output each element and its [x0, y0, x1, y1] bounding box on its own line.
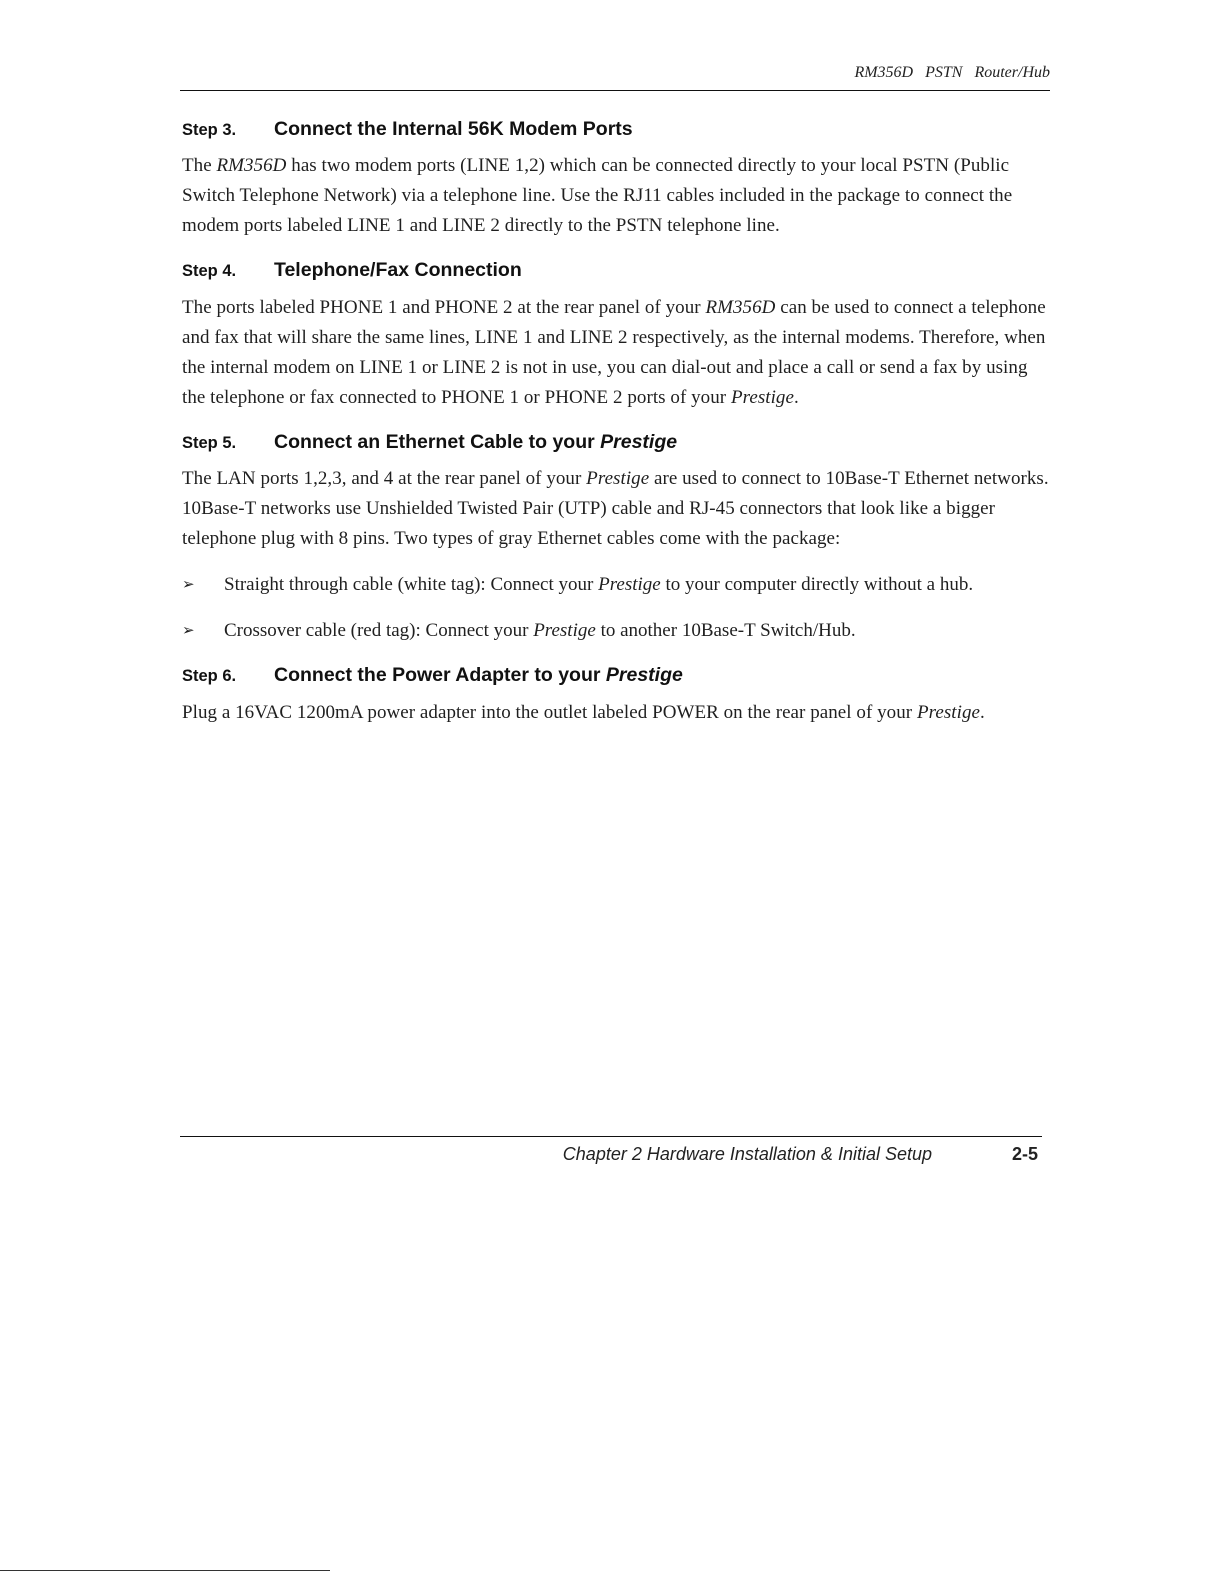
step-title: Connect the Internal 56K Modem Ports	[274, 118, 633, 140]
footer-rule	[180, 1136, 1042, 1137]
product-name-emphasis: Prestige	[598, 574, 661, 596]
step-title: Connect an Ethernet Cable to your	[274, 430, 601, 453]
product-name-emphasis: RM356D	[216, 155, 287, 177]
scan-edge-rule	[0, 1570, 330, 1571]
list-item-text: Crossover cable (red tag): Connect your Prestige to another 10Base-T Switch/Hub.	[224, 620, 856, 642]
product-name-emphasis: Prestige	[730, 386, 794, 408]
list-item-text: Straight through cable (white tag): Connect your Prestige to your computer directly without a hub.	[224, 574, 974, 596]
page-number: 2-5	[1011, 1144, 1038, 1164]
step-heading	[182, 118, 1052, 141]
product-name-emphasis: Prestige	[916, 701, 980, 723]
step-number: Step 5.	[182, 433, 237, 452]
page-content	[182, 118, 1052, 746]
cable-list	[182, 570, 1052, 646]
arrowhead-bullet-icon: ➢	[182, 623, 195, 640]
step-5	[182, 431, 1052, 646]
product-name-emphasis: Prestige	[533, 620, 596, 642]
step-number: Step 6.	[182, 667, 237, 686]
list-item	[182, 570, 1052, 600]
step-heading	[182, 431, 1052, 454]
step-3	[182, 118, 1052, 241]
arrowhead-bullet-icon: ➢	[182, 577, 195, 594]
running-header: RM356D PSTN Router/Hub	[854, 64, 1050, 81]
step-heading	[182, 259, 1052, 282]
step-4	[182, 259, 1052, 412]
step-paragraph: Plug a 16VAC 1200mA power adapter into the outlet labeled POWER on the rear panel of your Prestige.	[182, 701, 985, 723]
step-title-emphasis: Prestige	[600, 430, 678, 453]
step-paragraph: The LAN ports 1,2,3, and 4 at the rear panel of your Prestige are used to connect to 10Base-T Ethernet networks. 10Base-T networks use Unshielded Twisted Pair (UTP) cable and RJ-45 connectors that look like a bigger telephone plug with 8 pins. Two types of gray Ethernet cables come with the package:	[182, 468, 1049, 550]
header-rule	[180, 90, 1050, 91]
step-title: Connect the Power Adapter to your	[274, 664, 606, 687]
step-paragraph: The RM356D has two modem ports (LINE 1,2) which can be connected directly to your local PSTN (Public Switch Telephone Network) via a telephone line. Use the RJ11 cables included in the package to connect the modem ports labeled LINE 1 and LINE 2 directly to the PSTN telephone line.	[182, 155, 1013, 237]
product-name-emphasis: RM356D	[705, 296, 776, 318]
footer-chapter-title: Chapter 2 Hardware Installation & Initial Setup	[562, 1144, 932, 1164]
step-6	[182, 664, 1052, 727]
step-number: Step 3.	[182, 121, 237, 139]
step-title-emphasis: Prestige	[605, 664, 683, 687]
product-name-emphasis: Prestige	[586, 468, 650, 490]
step-heading	[182, 664, 1052, 687]
list-item	[182, 616, 1052, 646]
step-paragraph: The ports labeled PHONE 1 and PHONE 2 at the rear panel of your RM356D can be used to connect a telephone and fax that will share the same lines, LINE 1 and LINE 2 respectively, as the internal modems. Therefore, when the internal modem on LINE 1 or LINE 2 is not in use, you can dial-out and place a call or send a fax by using the telephone or fax connected to PHONE 1 or PHONE 2 ports of your Prestige.	[182, 296, 1046, 408]
step-number: Step 4.	[182, 262, 237, 281]
step-title: Telephone/Fax Connection	[274, 259, 522, 282]
